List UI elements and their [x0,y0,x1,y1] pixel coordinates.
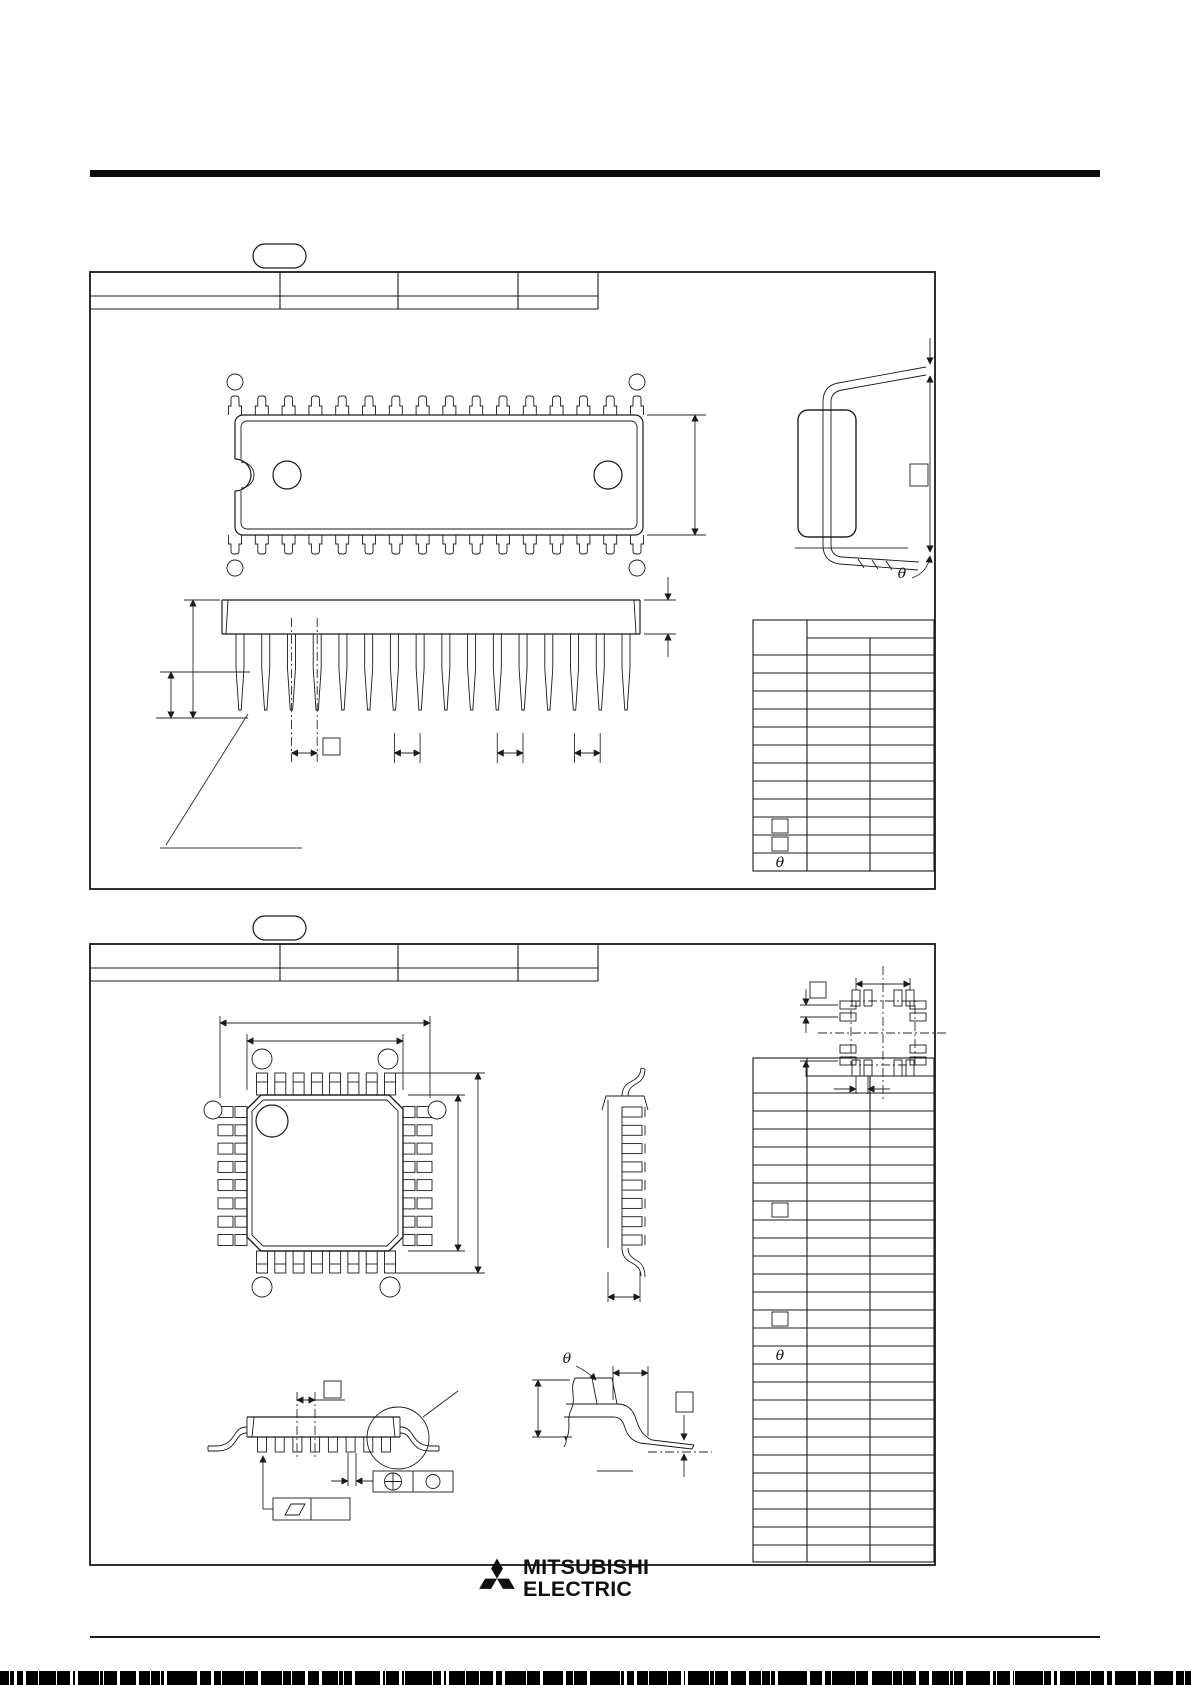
dip-front-view [156,577,676,848]
theta-symbol: θ [775,855,785,871]
title-block-table-2 [90,944,598,981]
scan-artifact-strip [0,1671,1191,1685]
three-diamond-icon [476,1556,518,1593]
position-tolerance-frame [373,1471,453,1492]
boxed-dimension-symbol [772,819,788,833]
package-code-stamp-oval-2 [253,916,306,940]
title-block-table-1 [90,272,598,309]
theta-symbol: θ [775,1348,785,1364]
outline-drawing-frame-1 [90,244,935,889]
dip-end-view [795,338,930,582]
boxed-dimension-symbol [676,1392,693,1412]
brand-name-line2: ELECTRIC [523,1577,633,1601]
dimension-table-1 [753,620,934,871]
lead-detail-circle [367,1407,429,1469]
flatness-symbol [285,1504,305,1515]
footer-rule [90,1636,1100,1638]
package-code-stamp-oval-1 [253,244,306,268]
theta-symbol: θ [562,1351,572,1367]
boxed-dimension-symbol [910,464,928,486]
theta-symbol: θ [897,566,907,582]
flatness-tolerance-frame [263,1456,350,1520]
boxed-dimension-symbol [772,1312,788,1326]
qfp-front-view [208,1381,458,1520]
qfp-top-view [204,1016,485,1297]
mitsubishi-logo [476,1556,649,1600]
boxed-dimension-symbol [323,738,340,755]
qfp-land-pattern [800,966,948,1100]
boxed-dimension-symbol [810,982,826,998]
boxed-dimension-symbol [772,837,788,851]
qfp-side-view [602,1068,648,1302]
dip-top-view [227,374,706,576]
boxed-dimension-symbol [772,1203,788,1217]
lead-detail-view [532,1351,712,1477]
boxed-dimension-symbol [324,1381,341,1398]
outline-drawing-frame-2 [90,916,948,1565]
dimension-table-2 [753,1058,934,1562]
brand-name-line1: MITSUBISHI [523,1555,650,1579]
